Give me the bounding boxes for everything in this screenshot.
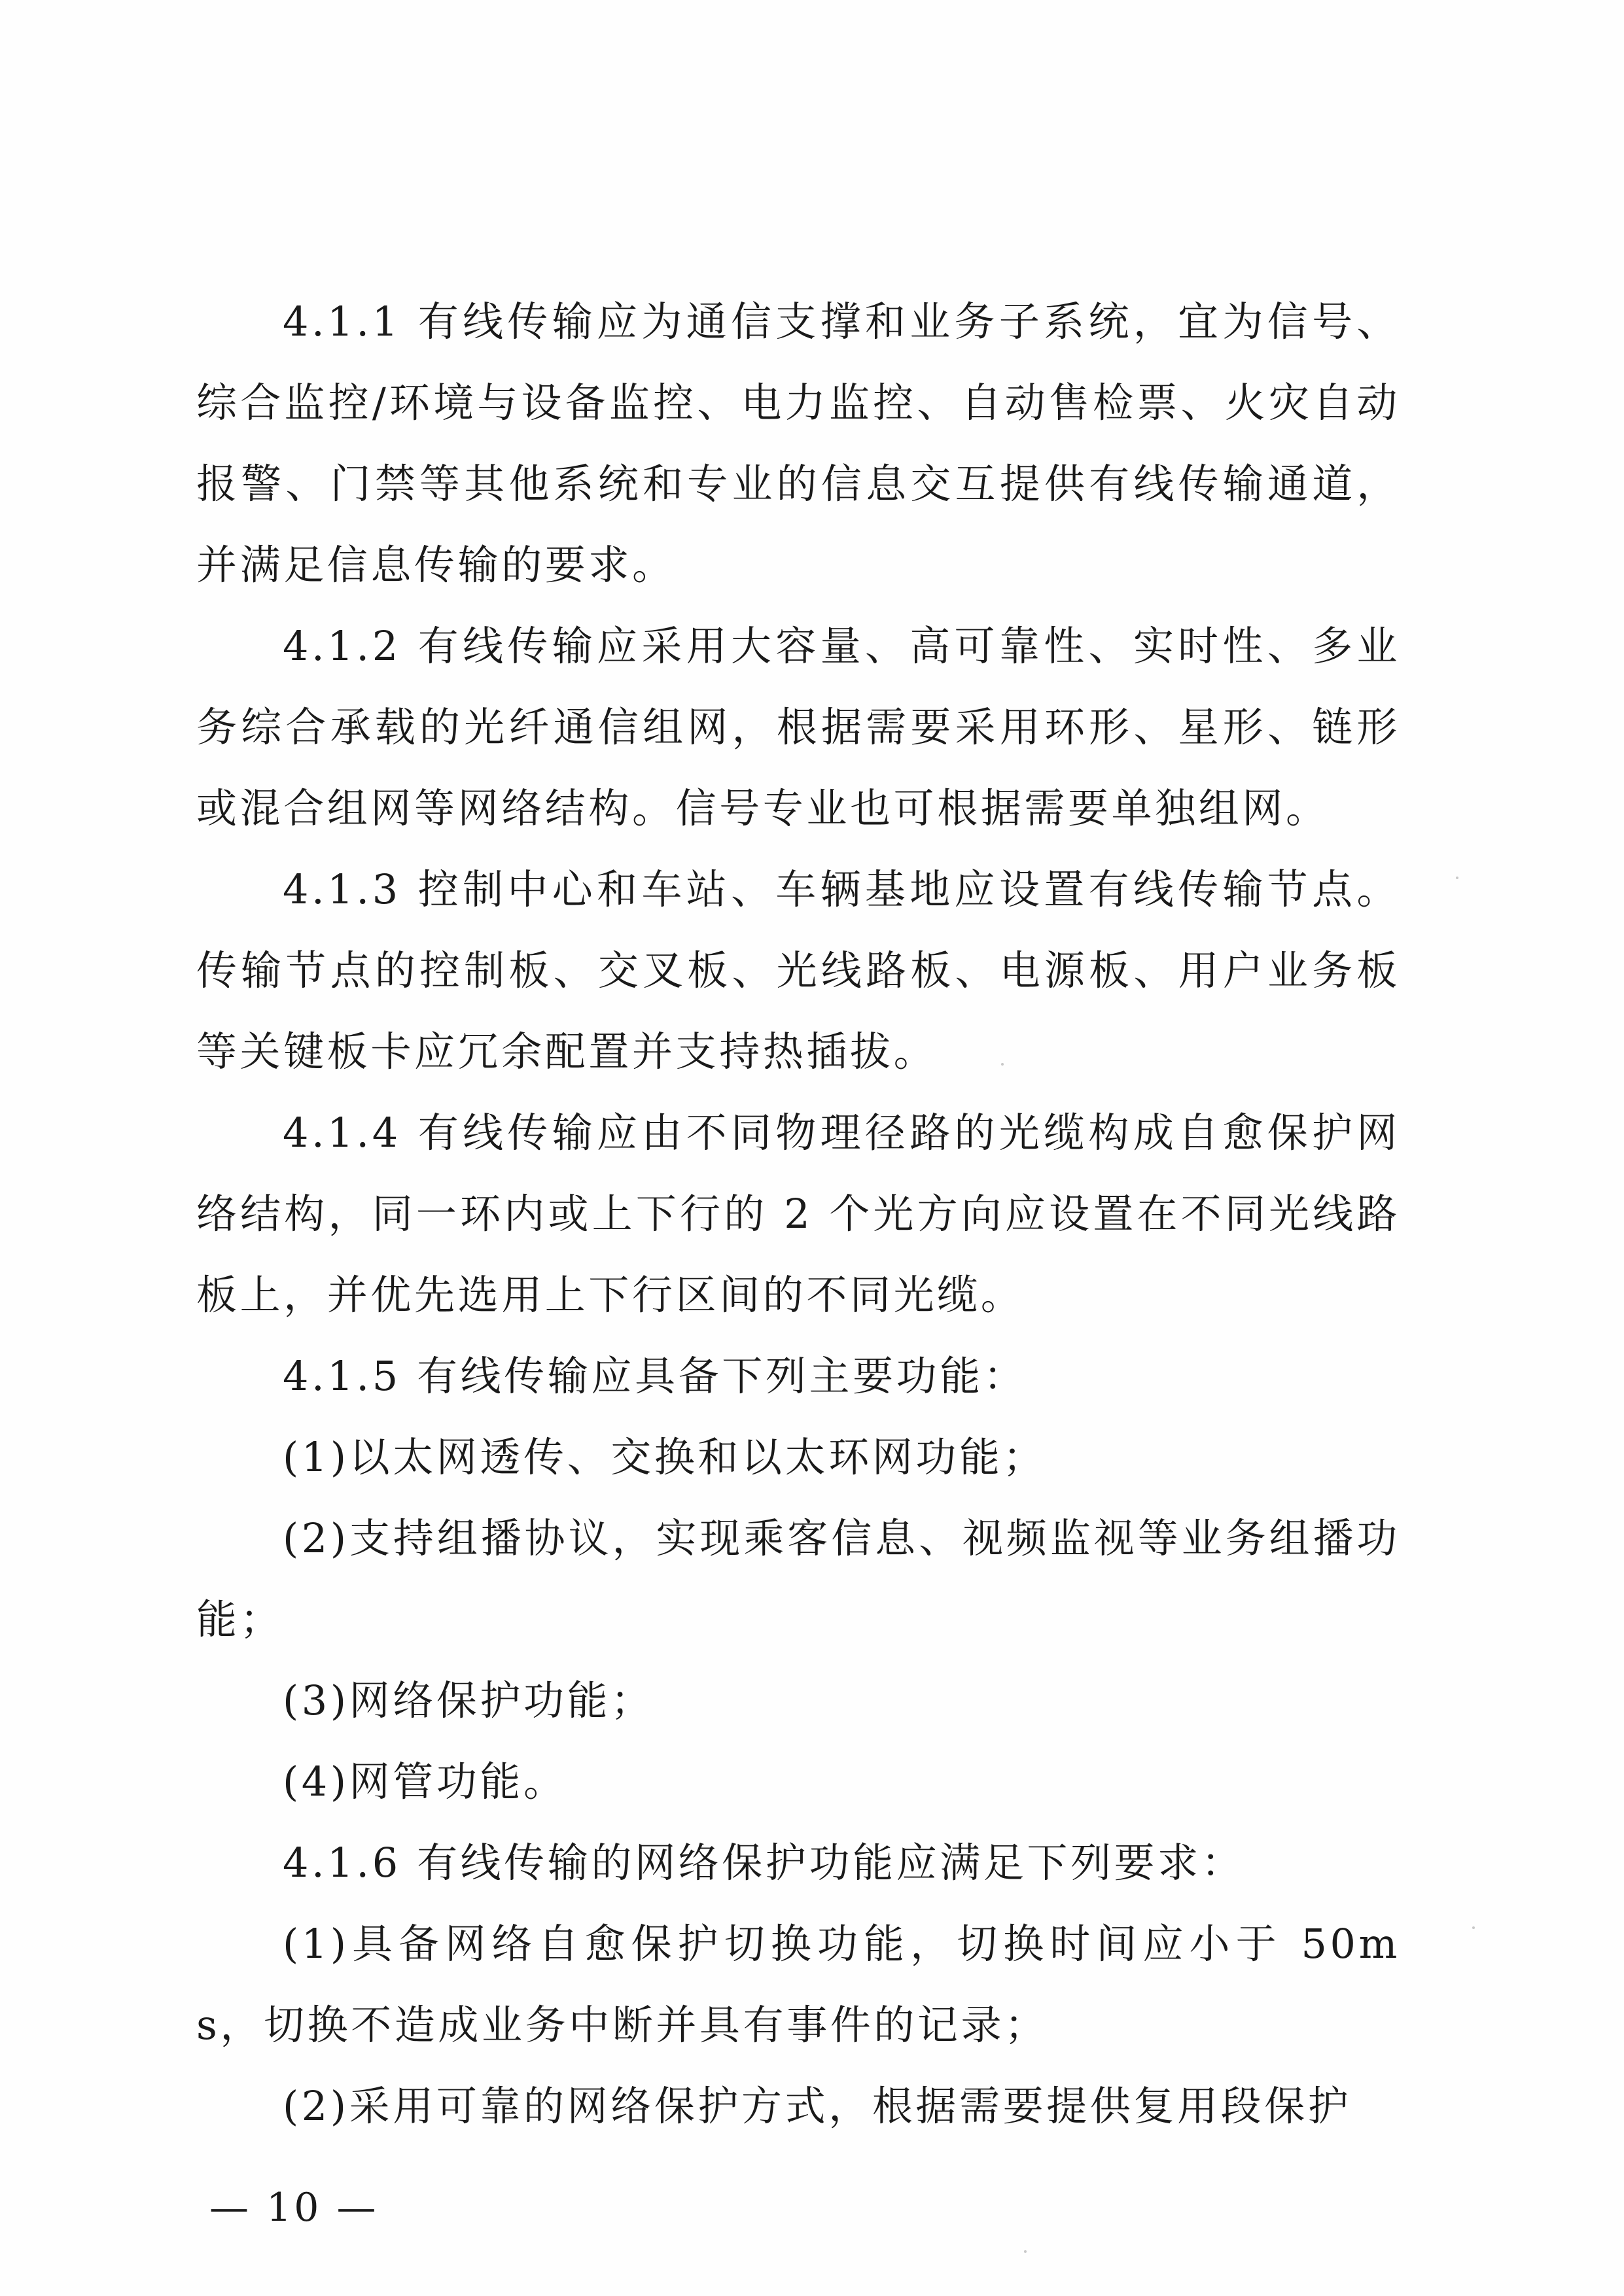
document-body — [196, 281, 1400, 2147]
clause-4-1-3: 4.1.3 控制中心和车站、车辆基地应设置有线传输节点。传输节点的控制板、交叉板、光线路板、电源板、用户业务板等关键板卡应冗余配置并支持热插拔。 — [196, 865, 1400, 1075]
clause-4-1-5-item-1: (1)以太网透传、交换和以太环网功能； — [283, 1433, 1047, 1481]
clause-4-1-5: 4.1.5 有线传输应具备下列主要功能： — [283, 1352, 1027, 1400]
clause-4-1-5-item-3: (3)网络保护功能； — [283, 1677, 654, 1724]
scan-speck — [1001, 1063, 1004, 1066]
page-number: — 10 — — [209, 2185, 379, 2231]
clause-4-1-4: 4.1.4 有线传输应由不同物理径路的光缆构成自愈保护网络结构，同一环内或上下行的 2 个光方向应设置在不同光线路板上，并优先选用上下行区间的不同光缆。 — [196, 1109, 1400, 1319]
scan-speck — [1456, 877, 1458, 879]
clause-4-1-6: 4.1.6 有线传输的网络保护功能应满足下列要求： — [283, 1839, 1245, 1887]
clause-4-1-6-item-2: (2)采用可靠的网络保护方式，根据需要提供复用段保护 — [283, 2082, 1352, 2130]
clause-4-1-2: 4.1.2 有线传输应采用大容量、高可靠性、实时性、多业务综合承载的光纤通信组网，根据需要采用环形、星形、链形或混合组网等网络结构。信号专业也可根据需要单独组网。 — [196, 622, 1400, 832]
scan-speck — [1024, 2250, 1027, 2253]
clause-4-1-5-item-2: (2)支持组播协议，实现乘客信息、视频监视等业务组播功能； — [196, 1514, 1400, 1643]
clause-4-1-5-item-4: (4)网管功能。 — [283, 1758, 567, 1805]
clause-4-1-6-item-1: (1)具备网络自愈保护切换功能，切换时间应小于 50ms，切换不造成业务中断并具有事件的记录； — [196, 1920, 1400, 2049]
clause-4-1-1: 4.1.1 有线传输应为通信支撑和业务子系统，宜为信号、综合监控/环境与设备监控、电力监控、自动售检票、火灾自动报警、门禁等其他系统和专业的信息交互提供有线传输通道，并满足信息传输的要求。 — [196, 298, 1400, 589]
scan-speck — [1472, 1926, 1475, 1929]
